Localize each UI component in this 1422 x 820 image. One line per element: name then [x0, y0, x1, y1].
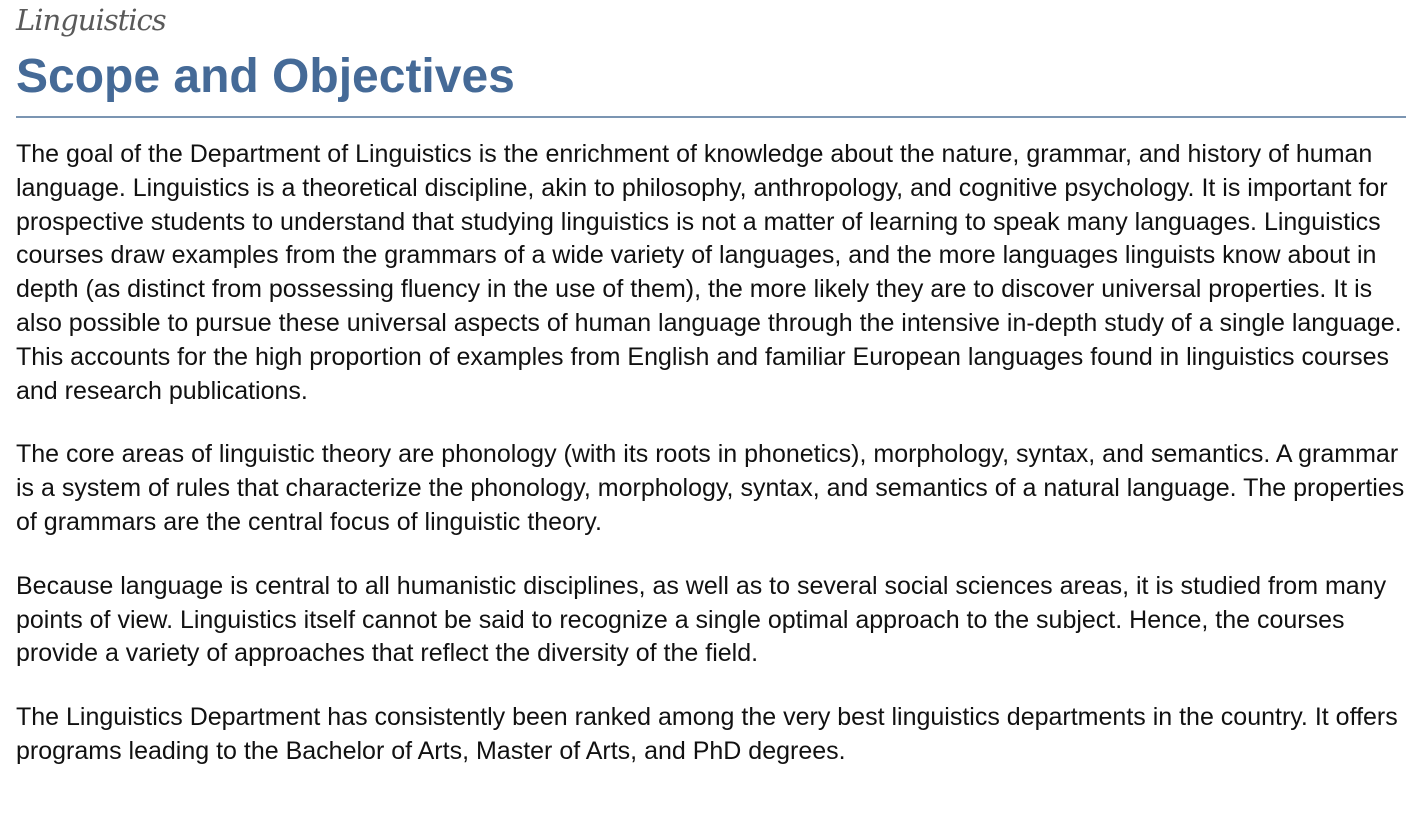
paragraph-approaches: Because language is central to all humanistic disciplines, as well as to several social sciences areas, it is studied from many points of view. Linguistics itself cannot be said to recognize a single optimal approach to the subject. Hence, the courses provide a variety of approaches that reflect the diversity of the field.	[16, 571, 1387, 668]
main-content	[16, 138, 1406, 769]
section-label: Linguistics	[16, 3, 166, 37]
paragraph-goal: The goal of the Department of Linguistics is the enrichment of knowledge about the nature, grammar, and history of human language. Linguistics is a theoretical discipline, akin to philosophy, anthropology, and cognitive psychology. It is important for prospective students to understand that studying linguistics is not a matter of learning to speak many languages. Linguistics courses draw examples from the grammars of a wide variety of languages, and the more languages linguists know about in depth (as distinct from possessing fluency in the use of them), the more likely they are to discover universal properties. It is also possible to pursue these universal aspects of human language through the intensive in-depth study of a single language. This accounts for the high proportion of examples from English and familiar European languages found in linguistics courses and research publications.	[16, 140, 1402, 405]
paragraph-ranking: The Linguistics Department has consistently been ranked among the very best linguistics departments in the country. It offers programs leading to the Bachelor of Arts, Master of Arts, and PhD degrees.	[16, 703, 1398, 765]
page-container	[16, 0, 1406, 799]
page-title: Scope and Objectives	[16, 42, 1406, 118]
paragraph-core-areas: The core areas of linguistic theory are phonology (with its roots in phonetics), morphology, syntax, and semantics. A grammar is a system of rules that characterize the phonology, morphology, syntax, and semantics of a natural language. The properties of grammars are the central focus of linguistic theory.	[16, 440, 1405, 536]
